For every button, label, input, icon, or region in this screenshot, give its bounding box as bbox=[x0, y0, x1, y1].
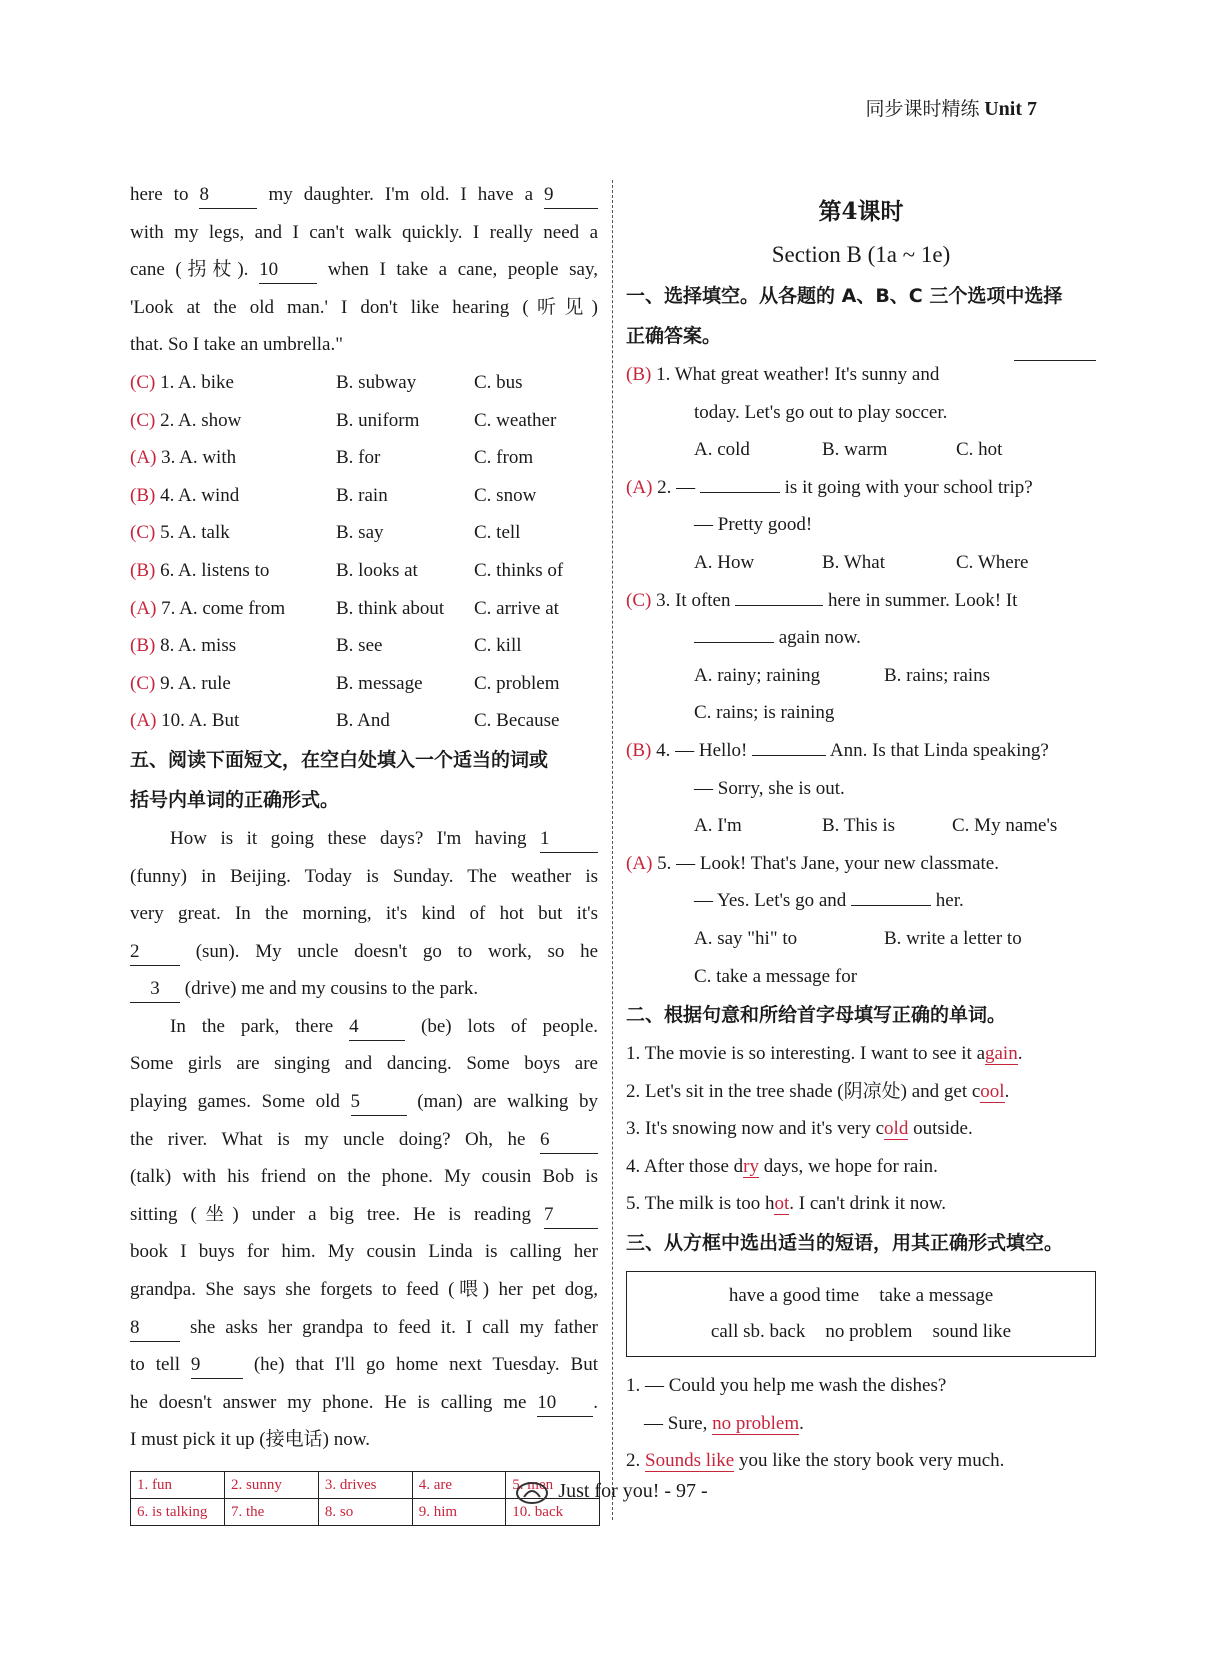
section-3-heading: 三、从方框中选出适当的短语，用其正确形式填空。 bbox=[626, 1232, 1064, 1255]
passage-line: book I buys for him. My cousin Linda is calling her bbox=[130, 1241, 598, 1263]
mc-question: (C) 2. A. show B. uniform C. weather bbox=[130, 409, 557, 431]
answer-cell: 9. him bbox=[412, 1499, 506, 1526]
options: A. cold B. warm C. hot bbox=[694, 439, 1003, 461]
word-fill-item: 5. The milk is too hot. I can't drink it now. bbox=[626, 1193, 947, 1215]
lesson-title: 第4课时 bbox=[818, 198, 904, 225]
answer-cell: 8. so bbox=[318, 1499, 412, 1526]
phrase-question-1: 1. — Could you help me wash the dishes? bbox=[626, 1375, 947, 1397]
phrase: no problem bbox=[825, 1321, 913, 1343]
phrase-question-2: 2. Sounds like you like the story book very much. bbox=[626, 1450, 1005, 1472]
question-4: (B) 4. — Hello! Ann. Is that Linda speaking? bbox=[626, 739, 1049, 761]
mc-question: (C) 5. A. talk B. say C. tell bbox=[130, 522, 521, 544]
options: A. I'm B. This is C. My name's bbox=[694, 815, 1058, 837]
passage-line: How is it going these days? I'm having 1 bbox=[130, 820, 598, 858]
section-5-heading: 五、阅读下面短文，在空白处填入一个适当的词或 bbox=[130, 748, 549, 771]
answer-mark: (A) bbox=[626, 476, 653, 498]
passage-line: to tell 9 (he) that I'll go home next Tuesday. But bbox=[130, 1346, 598, 1384]
options: A. say "hi" to B. write a letter to bbox=[694, 927, 1022, 949]
passage-line: 3 (drive) me and my cousins to the park. bbox=[130, 970, 598, 1008]
passage-line: very great. In the morning, it's kind of hot but it's bbox=[130, 903, 598, 925]
phrase: sound like bbox=[932, 1321, 1012, 1343]
passage-line: grandpa. She says she forgets to feed (喂) her pet dog, bbox=[130, 1279, 598, 1301]
passage-line: In the park, there 4 (be) lots of people. bbox=[130, 1008, 598, 1046]
answer-mark: (B) bbox=[130, 559, 156, 581]
passage-line: he doesn't answer my phone. He is calling me 10 . bbox=[130, 1384, 598, 1422]
passage-line: (talk) with his friend on the phone. My cousin Bob is bbox=[130, 1166, 598, 1188]
passage-line: that. So I take an umbrella." bbox=[130, 334, 343, 356]
passage-line: cane (拐杖). 10 when I take a cane, people say, bbox=[130, 251, 598, 289]
mc-question: (A) 7. A. come from B. think about C. arrive at bbox=[130, 597, 559, 619]
passage-line: here to 8 my daughter. I'm old. I have a 9 bbox=[130, 176, 598, 214]
section-5-heading: 括号内单词的正确形式。 bbox=[130, 788, 340, 811]
answer-mark: (A) bbox=[626, 852, 653, 874]
question-line: again now. bbox=[626, 619, 1096, 657]
passage-line: 8 she asks her grandpa to feed it. I call my father bbox=[130, 1309, 598, 1347]
answer-mark: (A) bbox=[130, 710, 157, 732]
mc-question: (C) 9. A. rule B. message C. problem bbox=[130, 672, 560, 694]
answer-cell: 6. is talking bbox=[131, 1499, 225, 1526]
mc-question: (B) 8. A. miss B. see C. kill bbox=[130, 635, 522, 657]
passage-line: I must pick it up (接电话) now. bbox=[130, 1429, 370, 1451]
answer-cell: 3. drives bbox=[318, 1472, 412, 1499]
right-column bbox=[626, 190, 1096, 1480]
passage-line: 'Look at the old man.' I don't like hearing (听见) bbox=[130, 296, 598, 318]
question-1: (B) 1. What great weather! It's sunny and bbox=[626, 356, 1096, 394]
answer-mark: (A) bbox=[130, 447, 157, 469]
mc-question: (B) 6. A. listens to B. looks at C. thinks of bbox=[130, 559, 564, 581]
passage-line: sitting (坐) under a big tree. He is reading 7 bbox=[130, 1196, 598, 1234]
options: C. rains; is raining bbox=[694, 702, 835, 724]
phrase-answer-line: — Sure, no problem. bbox=[644, 1412, 804, 1434]
options: C. take a message for bbox=[694, 965, 858, 987]
options: A. rainy; raining B. rains; rains bbox=[694, 664, 991, 686]
mc-question: (C) 1. A. bike B. subway C. bus bbox=[130, 371, 523, 393]
page-header: 同步课时精练 Unit 7 bbox=[865, 98, 1037, 120]
word-fill-item: 2. Let's sit in the tree shade (阴凉处) and get cool. bbox=[626, 1080, 1010, 1102]
passage-line: the river. What is my uncle doing? Oh, he 6 bbox=[130, 1121, 598, 1159]
passage-line: Some girls are singing and dancing. Some boys are bbox=[130, 1053, 598, 1075]
question-line: — Sorry, she is out. bbox=[694, 777, 845, 799]
answer-mark: (B) bbox=[626, 364, 652, 385]
word-fill-item: 1. The movie is so interesting. I want to see it again. bbox=[626, 1043, 1023, 1065]
left-column bbox=[130, 176, 598, 1526]
page-footer: Just for you! - 97 - bbox=[0, 1480, 1223, 1504]
answer-mark: (C) bbox=[626, 589, 652, 611]
question-3: (C) 3. It often here in summer. Look! It bbox=[626, 589, 1018, 611]
answer-cell: 7. the bbox=[225, 1499, 319, 1526]
word-fill-item: 4. After those dry days, we hope for rain. bbox=[626, 1155, 938, 1177]
word-fill-list bbox=[626, 1035, 1096, 1223]
question-2: (A) 2. — is it going with your school trip? bbox=[626, 476, 1033, 498]
answer-cell: 5. men bbox=[506, 1472, 600, 1499]
mc-question: (B) 4. A. wind B. rain C. snow bbox=[130, 484, 537, 506]
phrase: have a good time bbox=[728, 1285, 860, 1307]
question-line: — Yes. Let's go and her. bbox=[694, 890, 964, 912]
section-1-heading: 一、选择填空。从各题的 A、B、C 三个选项中选择 bbox=[626, 285, 1063, 307]
question-line: — Pretty good! bbox=[694, 514, 813, 536]
phrase: call sb. back bbox=[710, 1321, 806, 1343]
book-logo-icon bbox=[515, 1480, 549, 1504]
column-divider bbox=[612, 180, 613, 1520]
passage-line: (funny) in Beijing. Today is Sunday. The weather is bbox=[130, 865, 598, 887]
answer-mark: (B) bbox=[130, 635, 156, 657]
question-5: (A) 5. — Look! That's Jane, your new classmate. bbox=[626, 852, 999, 874]
multiple-choice-list bbox=[130, 364, 598, 740]
section-title: Section B (1a ~ 1e) bbox=[771, 242, 951, 267]
passage-line: playing games. Some old 5 (man) are walking by bbox=[130, 1083, 598, 1121]
answer-mark: (A) bbox=[130, 597, 157, 619]
answer-cell: 10. back bbox=[506, 1499, 600, 1526]
answer-mark: (C) bbox=[130, 409, 156, 431]
phrase-box bbox=[626, 1271, 1096, 1357]
answer-cell: 1. fun bbox=[131, 1472, 225, 1499]
section-1-heading: 正确答案。 bbox=[626, 325, 722, 347]
answer-cell: 2. sunny bbox=[225, 1472, 319, 1499]
word-fill-item: 3. It's snowing now and it's very cold outside. bbox=[626, 1118, 973, 1140]
question-line: today. Let's go out to play soccer. bbox=[694, 401, 948, 423]
answer-cell: 4. are bbox=[412, 1472, 506, 1499]
passage-line: 2 (sun). My uncle doesn't go to work, so he bbox=[130, 933, 598, 971]
answer-mark: (C) bbox=[130, 522, 156, 544]
passage-line: with my legs, and I can't walk quickly. I really need a bbox=[130, 221, 598, 243]
mc-question: (A) 10. A. But B. And C. Because bbox=[130, 710, 560, 732]
options: A. How B. What C. Where bbox=[694, 551, 1029, 573]
answer-mark: (C) bbox=[130, 371, 156, 393]
mc-question: (A) 3. A. with B. for C. from bbox=[130, 447, 534, 469]
section-2-heading: 二、根据句意和所给首字母填写正确的单词。 bbox=[626, 1004, 1007, 1027]
answer-mark: (B) bbox=[626, 739, 652, 761]
answer-mark: (C) bbox=[130, 672, 156, 694]
answer-mark: (B) bbox=[130, 484, 156, 506]
phrase: take a message bbox=[879, 1285, 994, 1307]
